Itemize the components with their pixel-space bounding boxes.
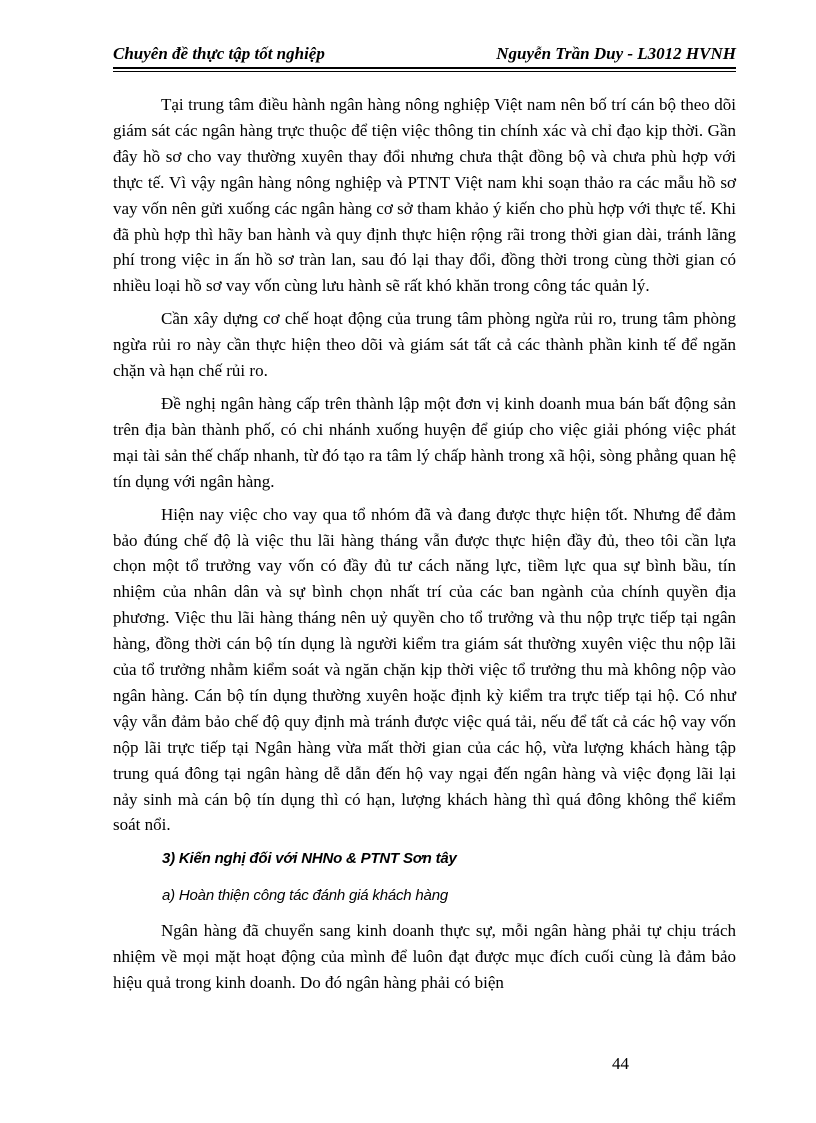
page-body: [113, 92, 736, 1003]
subsection-heading: a) Hoàn thiện công tác đánh giá khách hàng: [162, 887, 448, 905]
paragraph-3: Đề nghị ngân hàng cấp trên thành lập một đơn vị kinh doanh mua bán bất động sản trên địa bàn thành phố, có chi nhánh xuống huyện để giúp cho việc giải phóng việc phát mại tài sản thế chấp nhanh, từ đó tạo ra tâm lý chấp hành trong xã hội, sòng phẳng quan hệ tín dụng với ngân hàng.: [113, 393, 736, 491]
header-rule-thick: [113, 67, 736, 69]
paragraph-1: Tại trung tâm điều hành ngân hàng nông nghiệp Việt nam nên bố trí cán bộ theo dõi giám sát các ngân hàng trực thuộc để tiện việc thông tin chính xác và chỉ đạo kịp thời. Gần đây hồ sơ cho vay thường xuyên thay đổi nhưng chưa thật đồng bộ và chưa phù hợp với thực tế. Vì vậy ngân hàng nông nghiệp và PTNT Việt nam khi soạn thảo ra các mẫu hồ sơ vay vốn nên gửi xuống các ngân hàng cơ sở tham khảo ý kiến cho phù hợp với thực tế. Khi đã phù hợp thì hãy ban hành và quy định thực hiện rộng rãi trong thời gian dài, tránh lãng phí trong việc in ấn hồ sơ tràn lan, sau đó lại thay đổi, đồng thời trong cùng thời gian có nhiều loại hồ sơ vay vốn cùng lưu hành sẽ rất khó khăn trong công tác quản lý.: [113, 95, 736, 296]
header-rule-thin: [113, 71, 736, 72]
paragraph-5: Ngân hàng đã chuyển sang kinh doanh thực sự, mỗi ngân hàng phải tự chịu trách nhiệm về mọi mặt hoạt động của mình để luôn đạt được mục đích cuối cùng là đảm bảo hiệu quả trong kinh doanh. Do đó ngân hàng phải có biện: [113, 921, 736, 993]
paragraph-2: Cần xây dựng cơ chế hoạt động của trung tâm phòng ngừa rủi ro, trung tâm phòng ngừa rủi ro này cần thực hiện theo dõi và giám sát tất cả các thành phần kinh tế để ngăn chặn và hạn chế rủi ro.: [113, 309, 736, 381]
page-number: 44: [612, 1054, 629, 1073]
page-header: [113, 40, 736, 70]
paragraph-4: Hiện nay việc cho vay qua tổ nhóm đã và đang được thực hiện tốt. Nhưng để đảm bảo đúng chế độ là việc thu lãi hàng tháng vẫn được thực hiện đầy đủ, theo tôi cần lựa chọn một tổ trưởng vay vốn có đầy đủ tư cách năng lực, tiềm lực qua sự bình bầu, tín nhiệm của nhân dân và sự bình chọn nhất trí của các ban ngành của chính quyền địa phương. Việc thu lãi hàng tháng nên uỷ quyền cho tổ trưởng và thu nộp trực tiếp tại ngân hàng, đồng thời cán bộ tín dụng là người kiểm tra giám sát thường xuyên việc thu nộp lãi của tổ trưởng nhằm kiểm soát và ngăn chặn kịp thời việc tổ trưởng thu mà không nộp vào ngân hàng. Cán bộ tín dụng thường xuyên hoặc định kỳ kiểm tra trực tiếp tại hộ. Có như vậy vẫn đảm bảo chế độ quy định mà tránh được việc quá tải, nếu để tất cả các hộ vay vốn nộp lãi trực tiếp tại Ngân hàng vừa mất thời gian của các hộ, vừa lượng khách hàng tập trung quá đông tại ngân hàng dễ dẫn đến hộ vay ngại đến ngân hàng và việc đọng lãi lại nảy sinh mà cán bộ tín dụng thì có hạn, lượng khách hàng thì quá đông không thể kiểm soát nổi.: [113, 504, 736, 835]
header-document-title: Chuyên đề thực tập tốt nghiệp: [113, 44, 325, 63]
header-author: Nguyễn Trần Duy - L3012 HVNH: [496, 44, 736, 63]
section-heading: 3) Kiến nghị đối với NHNo & PTNT Sơn tây: [162, 850, 457, 868]
